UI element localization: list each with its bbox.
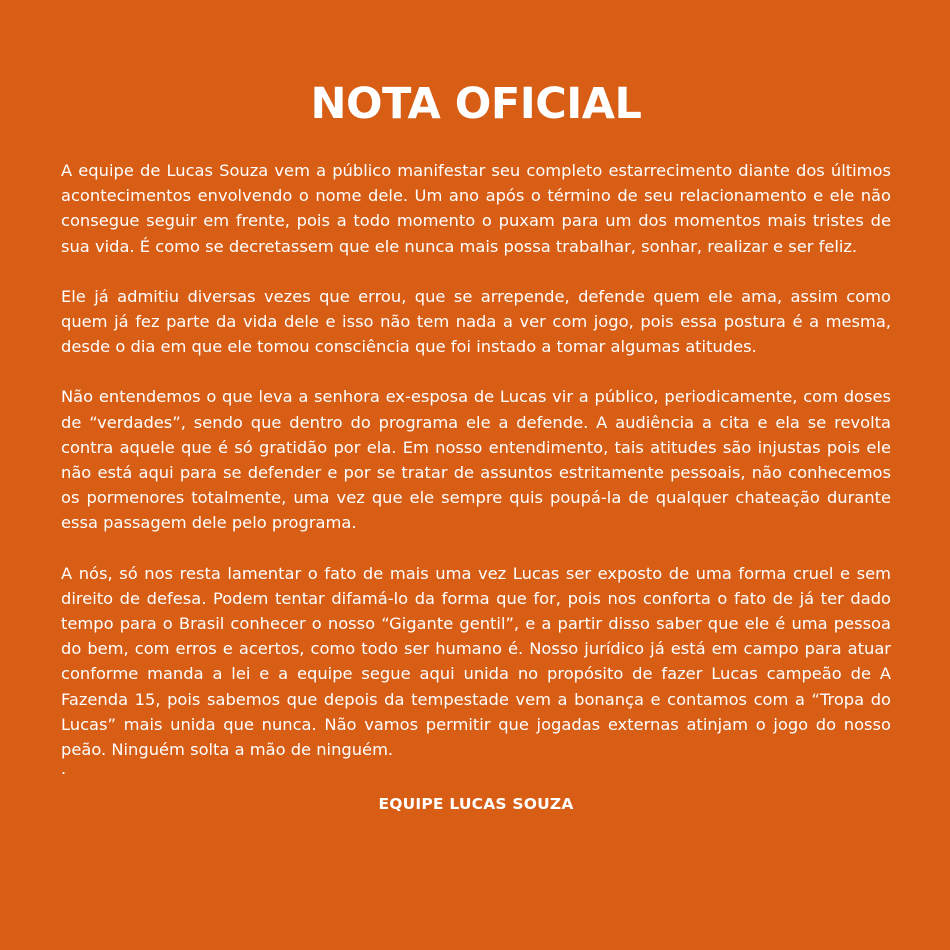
signature: EQUIPE LUCAS SOUZA <box>378 795 574 814</box>
paragraph-4: A nós, só nos resta lamentar o fato de mais uma vez Lucas ser exposto de uma forma cruel e sem direito de defesa. Podem tentar difamá-lo da forma que for, pois nos conforta o fato de já ter dado tempo para o Brasil conhecer o nosso “Gigante gentil”, e a partir disso saber que ele é uma pessoa do bem, com erros e acertos, como todo ser humano é. Nosso jurídico já está em campo para atuar conforme manda a lei e a equipe segue aqui unida no propósito de fazer Lucas campeão de A Fazenda 15, pois sabemos que depois da tempestade vem a bonança e contamos com a “Tropa do Lucas” mais unida que nunca. Não vamos permitir que jogadas externas atinjam o jogo do nosso peão. Ninguém solta a mão de ninguém. <box>61 563 891 760</box>
paragraph-3: Não entendemos o que leva a senhora ex-esposa de Lucas vir a público, periodicamente, com doses de “verdades”, sendo que dentro do programa ele a defende. A audiência a cita e ela se revolta contra aquele que é só gratidão por ela. Em nosso entendimento, tais atitudes são injustas pois ele não está aqui para se defender e por se tratar de assuntos estritamente pessoais, não conhecemos os pormenores totalmente, uma vez que ele sempre quis poupá-la de qualquer chateação durante essa passagem dele pelo programa. <box>61 387 891 533</box>
page-title: NOTA OFICIAL <box>310 79 642 129</box>
paragraph-2: Ele já admitiu diversas vezes que errou, que se arrepende, defende quem ele ama, assim como quem já fez parte da vida dele e isso não tem nada a ver com jogo, pois essa postura é a mesma, desde o dia em que ele tomou consciência que foi instado a tomar algumas atitudes. <box>61 286 891 357</box>
trailing-mark: . <box>61 759 67 779</box>
paragraph-1: A equipe de Lucas Souza vem a público manifestar seu completo estarrecimento diante dos últimos acontecimentos envolvendo o nome dele. Um ano após o término de seu relacionamento e ele não consegue seguir em frente, pois a todo momento o puxam para um dos momentos mais tristes de sua vida. É como se decretassem que ele nunca mais possa trabalhar, sonhar, realizar e ser feliz. <box>61 161 891 256</box>
note-body <box>61 158 891 784</box>
